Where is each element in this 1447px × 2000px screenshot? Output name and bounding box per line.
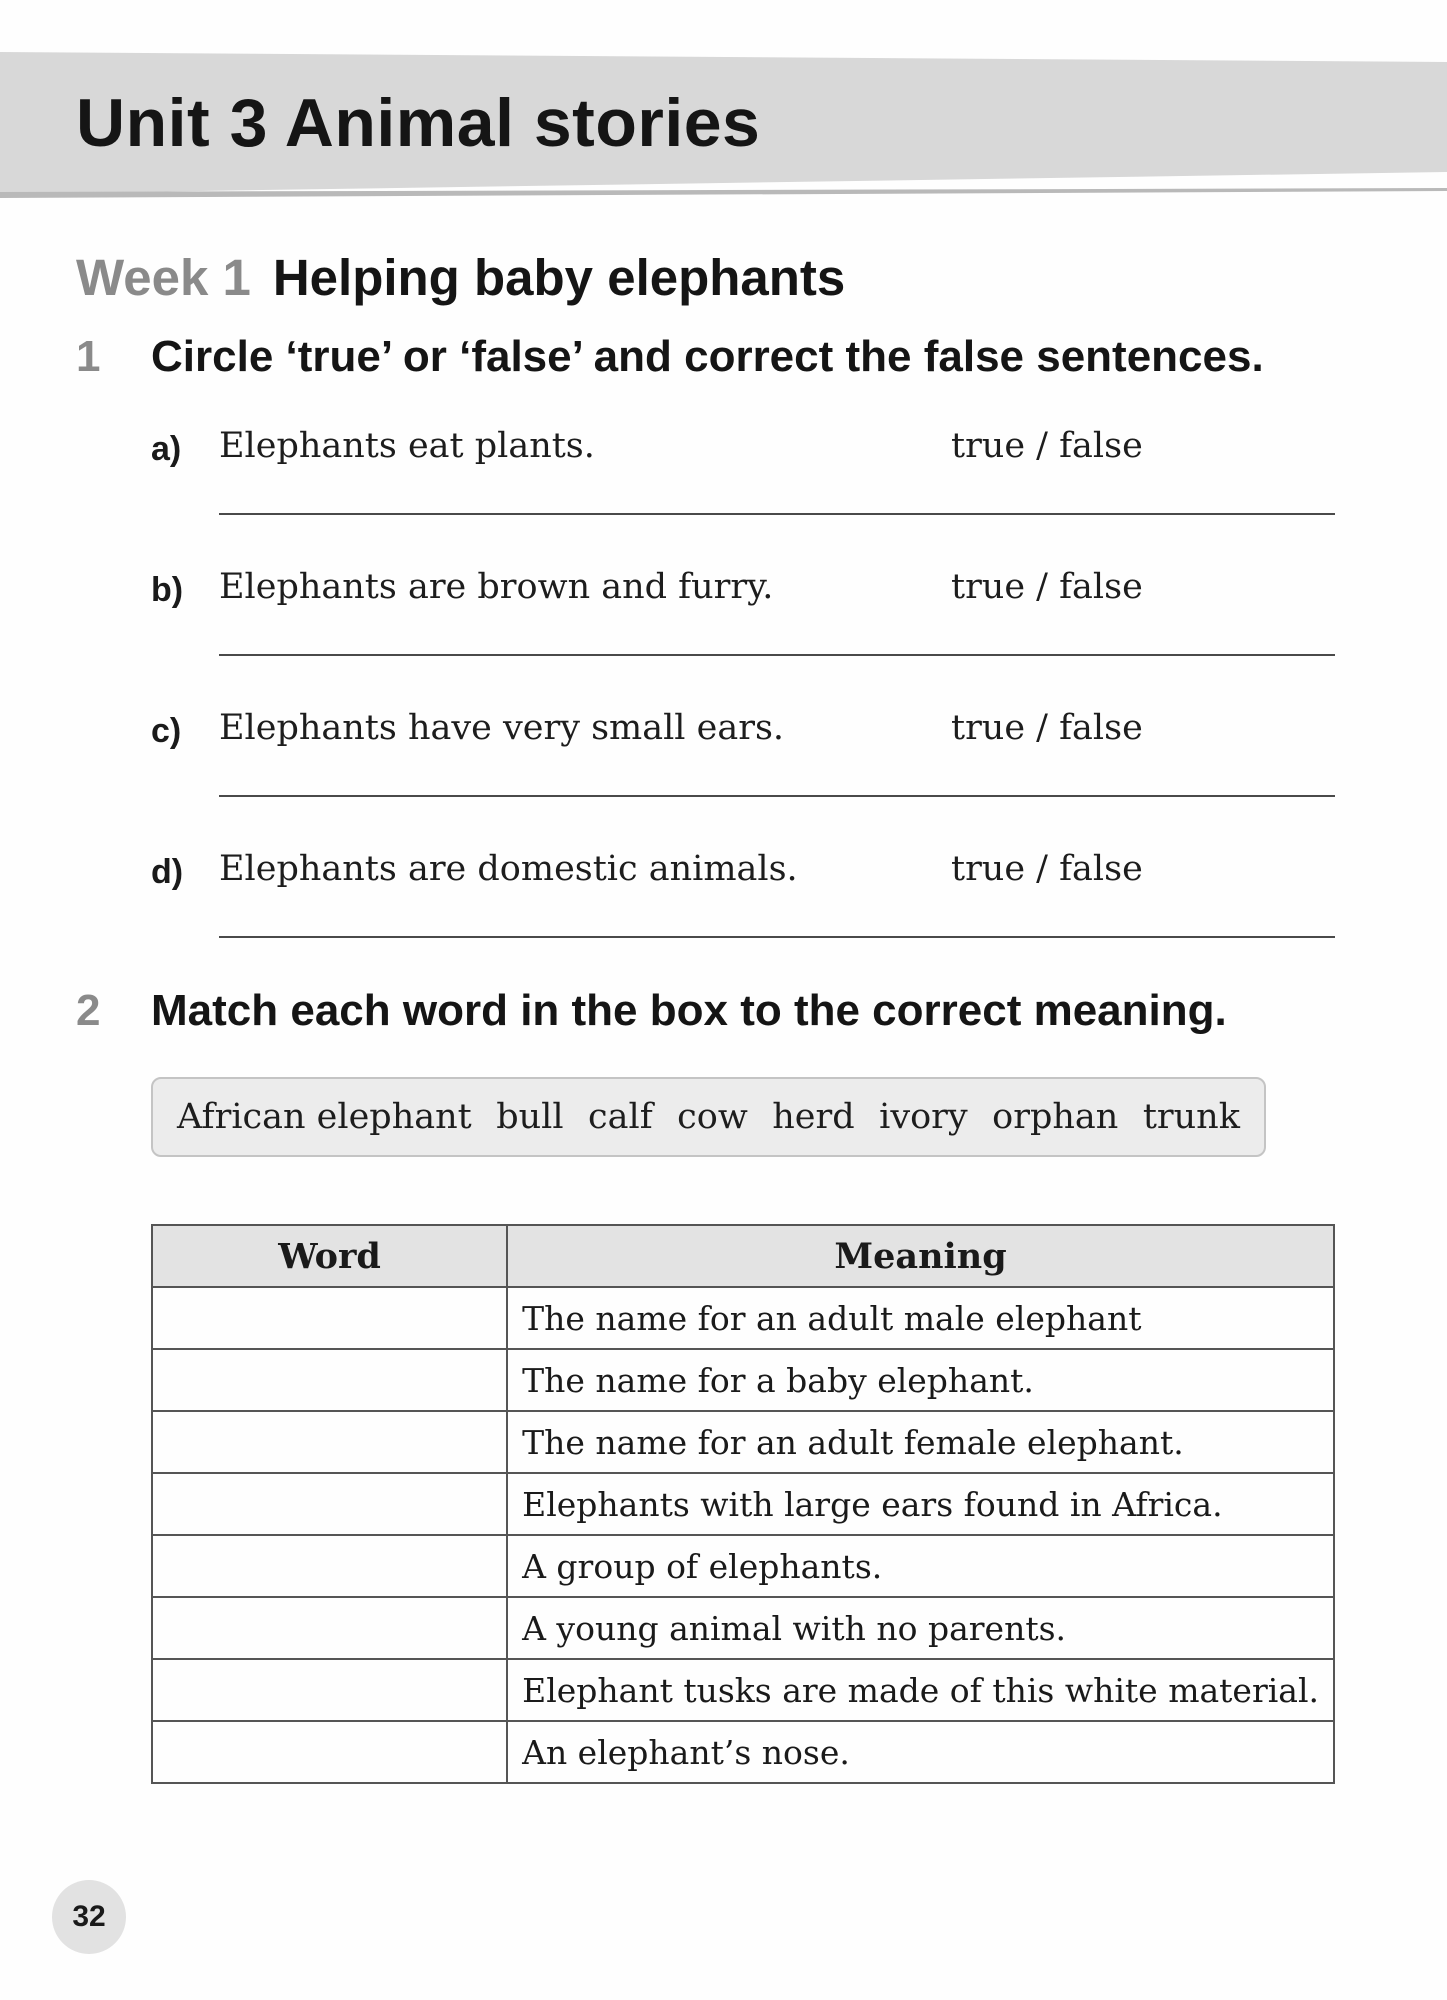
table-row: [152, 1659, 1334, 1721]
word-answer-cell[interactable]: [152, 1659, 507, 1721]
question-1-item-b: [151, 561, 1335, 701]
table-row: [152, 1411, 1334, 1473]
word-calf: calf: [588, 1097, 653, 1137]
word-answer-cell[interactable]: [152, 1411, 507, 1473]
table-header-row: [152, 1225, 1334, 1287]
answer-line[interactable]: [219, 795, 1335, 797]
week-title: Helping baby elephants: [272, 249, 846, 306]
table-row: [152, 1597, 1334, 1659]
answer-line[interactable]: [219, 936, 1335, 938]
item-sentence: Elephants are brown and furry.: [219, 567, 774, 607]
item-sentence: Elephants have very small ears.: [219, 708, 785, 748]
question-2-number: 2: [76, 986, 101, 1035]
item-sentence: Elephants eat plants.: [219, 426, 595, 466]
word-answer-cell[interactable]: [152, 1473, 507, 1535]
meaning-cell: A group of elephants.: [507, 1535, 1334, 1597]
true-false-choice[interactable]: true / false: [951, 567, 1143, 607]
table-row: [152, 1535, 1334, 1597]
word-answer-cell[interactable]: [152, 1597, 507, 1659]
table-row: [152, 1349, 1334, 1411]
word-cow: cow: [677, 1097, 748, 1137]
meaning-cell: The name for an adult female elephant.: [507, 1411, 1334, 1473]
column-header-word: Word: [152, 1225, 507, 1287]
word-answer-cell[interactable]: [152, 1287, 507, 1349]
word-bull: bull: [496, 1097, 564, 1137]
question-1-item-c: [151, 702, 1335, 842]
question-1-item-d: [151, 843, 1335, 983]
page-number: 32: [52, 1880, 126, 1954]
question-1-number: 1: [76, 332, 101, 381]
meaning-cell: The name for a baby elephant.: [507, 1349, 1334, 1411]
table-row: [152, 1721, 1334, 1783]
word-box: [151, 1077, 1266, 1157]
word-answer-cell[interactable]: [152, 1721, 507, 1783]
meaning-cell: The name for an adult male elephant: [507, 1287, 1334, 1349]
week-heading: [76, 248, 845, 307]
item-sentence: Elephants are domestic animals.: [219, 849, 798, 889]
true-false-choice[interactable]: true / false: [951, 708, 1143, 748]
true-false-choice[interactable]: true / false: [951, 426, 1143, 466]
item-letter: b): [151, 571, 184, 609]
week-label: Week 1: [76, 249, 251, 306]
question-1-item-a: [151, 420, 1335, 560]
item-letter: c): [151, 712, 182, 750]
question-2-instruction: Match each word in the box to the correct meaning.: [151, 986, 1227, 1035]
table-row: [152, 1473, 1334, 1535]
meaning-cell: A young animal with no parents.: [507, 1597, 1334, 1659]
word-meaning-table: [151, 1224, 1335, 1784]
column-header-meaning: Meaning: [507, 1225, 1334, 1287]
item-letter: d): [151, 853, 184, 891]
item-letter: a): [151, 430, 182, 468]
word-orphan: orphan: [992, 1097, 1119, 1137]
meaning-cell: An elephant’s nose.: [507, 1721, 1334, 1783]
word-herd: herd: [772, 1097, 855, 1137]
question-1-instruction: Circle ‘true’ or ‘false’ and correct the false sentences.: [151, 332, 1264, 381]
answer-line[interactable]: [219, 654, 1335, 656]
meaning-cell: Elephants with large ears found in Africa.: [507, 1473, 1334, 1535]
table-row: [152, 1287, 1334, 1349]
word-african-elephant: African elephant: [177, 1097, 472, 1137]
unit-title: Unit 3 Animal stories: [76, 85, 761, 161]
word-trunk: trunk: [1142, 1097, 1240, 1137]
word-ivory: ivory: [879, 1097, 968, 1137]
word-answer-cell[interactable]: [152, 1349, 507, 1411]
true-false-choice[interactable]: true / false: [951, 849, 1143, 889]
word-answer-cell[interactable]: [152, 1535, 507, 1597]
answer-line[interactable]: [219, 513, 1335, 515]
meaning-cell: Elephant tusks are made of this white material.: [507, 1659, 1334, 1721]
